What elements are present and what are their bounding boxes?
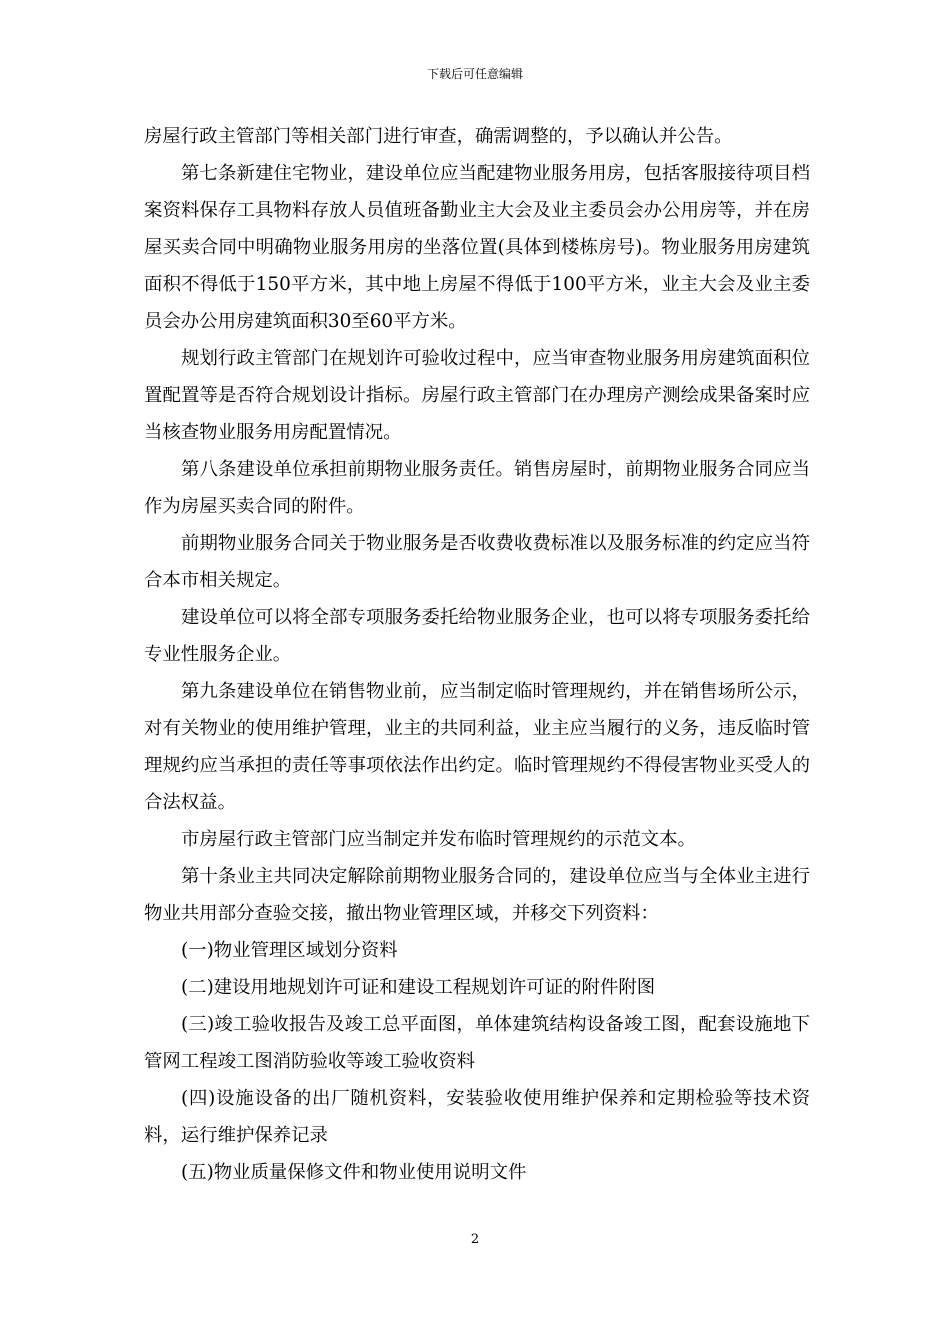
paragraph-7: 第九条建设单位在销售物业前，应当制定临时管理规约，并在销售场所公示，对有关物业的使用维护管理，业主的共同利益，业主应当履行的义务，违反临时管理规约应当承担的责任等事项依法作出约定。临时管理规约不得侵害物业买受人的合法权益。 [144, 681, 810, 813]
paragraph-6: 建设单位可以将全部专项服务委托给物业服务企业，也可以将专项服务委托给专业性服务企业。 [144, 607, 810, 665]
paragraph-8: 市房屋行政主管部门应当制定并发布临时管理规约的示范文本。 [181, 829, 696, 850]
paragraph-9: 第十条业主共同决定解除前期物业服务合同的，建设单位应当与全体业主进行物业共用部分查验交接，撤出物业管理区域，并移交下列资料： [144, 866, 810, 924]
list-item-3: (三)竣工验收报告及竣工总平面图，单体建筑结构设备竣工图，配套设施地下管网工程竣工图消防验收等竣工验收资料 [144, 1014, 810, 1072]
page-header: 下载后可任意编辑 [426, 67, 523, 81]
page-number: 2 [470, 1232, 480, 1247]
paragraph-2: 第七条新建住宅物业，建设单位应当配建物业服务用房，包括客服接待项目档案资料保存工具物料存放人员值班备勤业主大会及业主委员会办公用房等，并在房屋买卖合同中明确物业服务用房的坐落位置(具体到楼栋房号)。物业服务用房建筑面积不得低于150平方米，其中地上房屋不得低于100平方米，业主大会及业主委员会办公用房建筑面积30至60平方米。 [144, 163, 810, 332]
paragraph-4: 第八条建设单位承担前期物业服务责任。销售房屋时，前期物业服务合同应当作为房屋买卖合同的附件。 [144, 459, 810, 517]
list-item-4: (四)设施设备的出厂随机资料，安装验收使用维护保养和定期检验等技术资料，运行维护保养记录 [144, 1088, 810, 1146]
document-body [144, 118, 810, 1191]
list-item-1: (一)物业管理区域划分资料 [181, 940, 398, 961]
paragraph-5: 前期物业服务合同关于物业服务是否收费收费标准以及服务标准的约定应当符合本市相关规定。 [144, 533, 810, 591]
list-item-2: (二)建设用地规划许可证和建设工程规划许可证的附件附图 [181, 977, 656, 998]
paragraph-3: 规划行政主管部门在规划许可验收过程中，应当审查物业服务用房建筑面积位置配置等是否符合规划设计指标。房屋行政主管部门在办理房产测绘成果备案时应当核查物业服务用房配置情况。 [144, 348, 810, 443]
paragraph-1: 房屋行政主管部门等相关部门进行审查，确需调整的，予以确认并公告。 [144, 126, 733, 147]
list-item-5: (五)物业质量保修文件和物业使用说明文件 [181, 1162, 527, 1183]
